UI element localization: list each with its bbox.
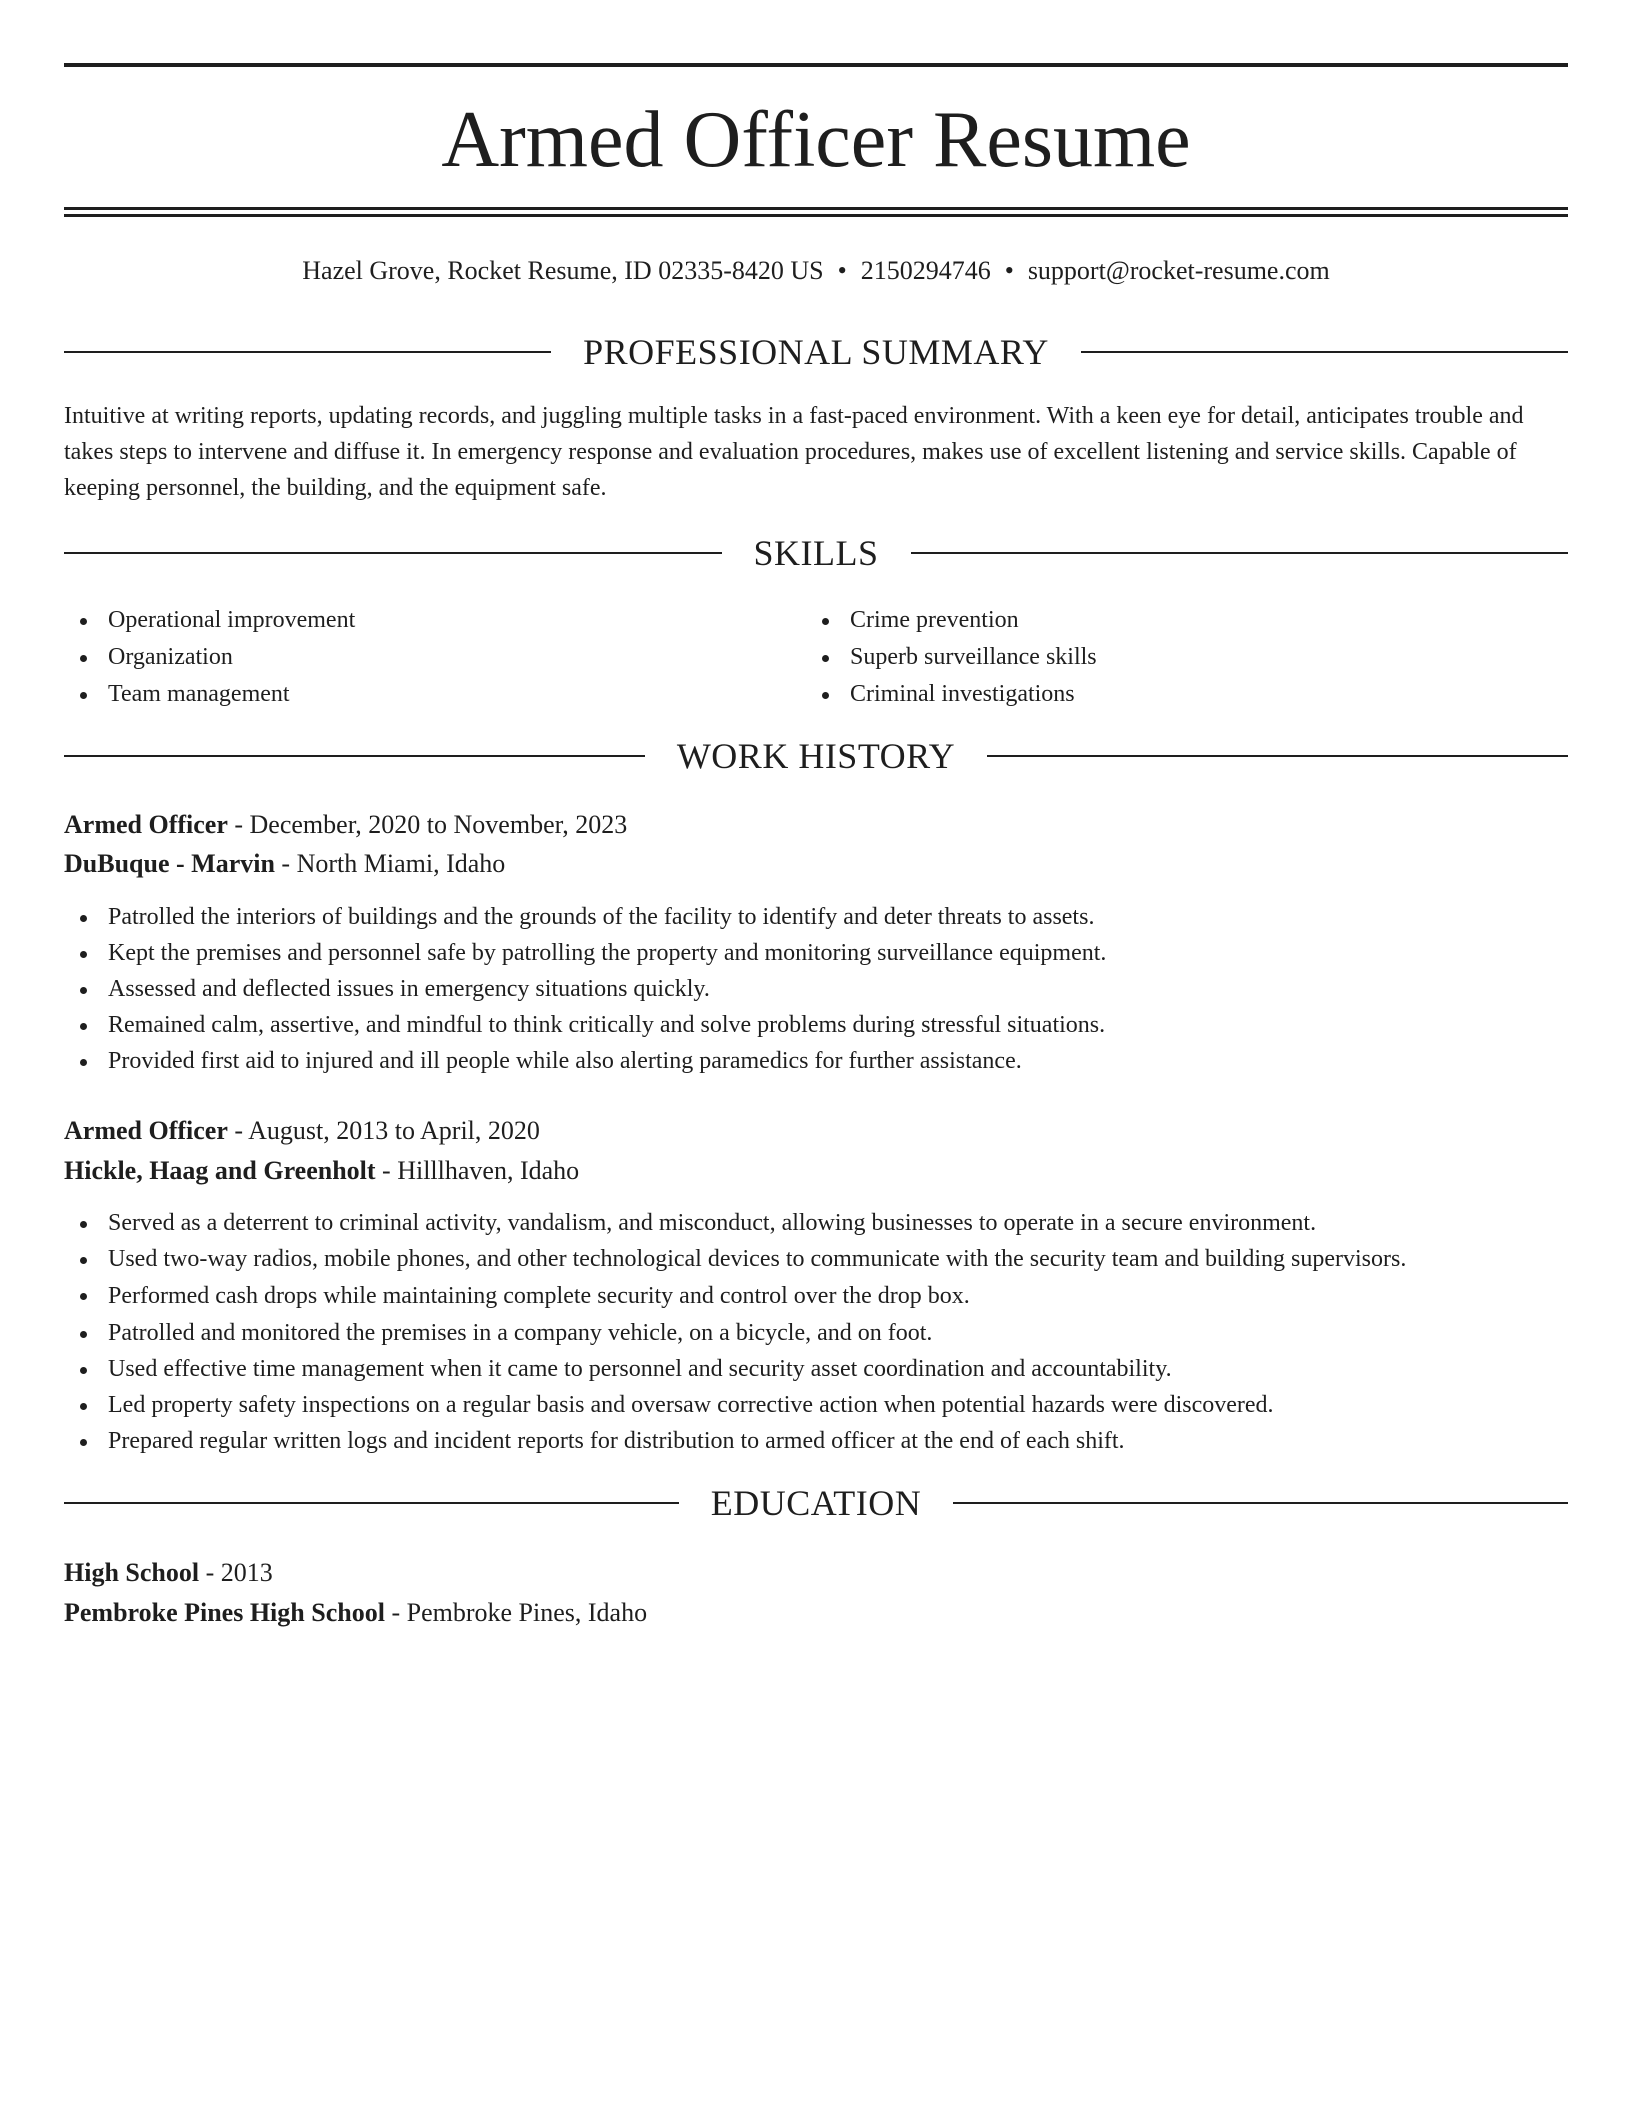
job-company: Hickle, Haag and Greenholt [64, 1156, 376, 1185]
page-title: Armed Officer Resume [441, 96, 1191, 184]
contact-email: support@rocket-resume.com [1027, 256, 1330, 285]
section-title: WORK HISTORY [676, 736, 956, 776]
duty-item: Assessed and deflected issues in emergency situations quickly. [64, 971, 1568, 1007]
skill-item: Team management [64, 676, 804, 713]
duty-item: Performed cash drops while maintaining complete security and control over the drop box. [64, 1277, 1568, 1315]
job-company-line: Hickle, Haag and Greenholt - Hilllhaven, Idaho [64, 1156, 580, 1185]
bullet-icon [822, 692, 829, 699]
heading-rule [1081, 351, 1568, 353]
job-duties [64, 899, 1568, 1079]
heading-rule [911, 552, 1569, 554]
job-dates: December, 2020 to November, 2023 [249, 810, 628, 839]
education-degree-line: High School - 2013 [64, 1558, 273, 1587]
bullet-icon [80, 1023, 87, 1030]
bullet-icon [80, 951, 87, 958]
skill-item: Organization [64, 639, 804, 676]
duty-item: Kept the premises and personnel safe by patrolling the property and monitoring surveillance equipment. [64, 935, 1568, 971]
bullet-icon [80, 655, 87, 662]
education-school: Pembroke Pines High School [64, 1598, 385, 1627]
heading-rule [64, 351, 551, 353]
bullet-icon [80, 1403, 87, 1410]
bullet-icon [80, 1331, 87, 1338]
heading-rule [953, 1502, 1568, 1504]
job-duties [64, 1205, 1568, 1459]
bullet-icon [80, 1257, 87, 1264]
job-location: North Miami, Idaho [296, 849, 506, 878]
top-rule [64, 63, 1568, 67]
bullet-icon [822, 618, 829, 625]
bullet-icon [80, 1059, 87, 1066]
bullet-icon [80, 1221, 87, 1228]
contact-phone: 2150294746 [860, 256, 991, 285]
education-year: 2013 [220, 1558, 273, 1587]
skill-item: Criminal investigations [806, 676, 1546, 713]
duty-item: Used effective time management when it came to personnel and security asset coordination and accountability. [64, 1351, 1568, 1387]
duty-item: Used two-way radios, mobile phones, and other technological devices to communicate with the security team and building supervisors. [64, 1241, 1568, 1277]
bullet-icon [80, 987, 87, 994]
bullet-icon [80, 692, 87, 699]
section-title: PROFESSIONAL SUMMARY [583, 332, 1049, 372]
job-title: Armed Officer [64, 810, 228, 839]
contact-address: Hazel Grove, Rocket Resume, ID 02335-8420 US [302, 256, 824, 285]
contact-separator: • [837, 256, 847, 285]
title-rule-lower [64, 214, 1568, 217]
bullet-icon [80, 915, 87, 922]
bullet-icon [822, 655, 829, 662]
section-heading-work-history [64, 736, 1568, 776]
duty-item: Remained calm, assertive, and mindful to think critically and solve problems during stressful situations. [64, 1007, 1568, 1043]
job-title-line: Armed Officer - August, 2013 to April, 2020 [64, 1116, 540, 1145]
section-heading-education [64, 1483, 1568, 1523]
heading-rule [64, 755, 645, 757]
duty-item: Patrolled and monitored the premises in a company vehicle, on a bicycle, and on foot. [64, 1315, 1568, 1351]
duty-item: Patrolled the interiors of buildings and the grounds of the facility to identify and deter threats to assets. [64, 899, 1568, 935]
duty-item: Prepared regular written logs and incident reports for distribution to armed officer at the end of each shift. [64, 1423, 1568, 1459]
title-rule-upper [64, 207, 1568, 210]
heading-rule [64, 552, 722, 554]
job-title: Armed Officer [64, 1116, 228, 1145]
bullet-icon [80, 1439, 87, 1446]
duty-item: Provided first aid to injured and ill people while also alerting paramedics for further assistance. [64, 1043, 1568, 1079]
education-school-line: Pembroke Pines High School - Pembroke Pines, Idaho [64, 1598, 648, 1627]
duty-item: Led property safety inspections on a regular basis and oversaw corrective action when potential hazards were discovered. [64, 1387, 1568, 1423]
bullet-icon [80, 618, 87, 625]
section-heading-skills [64, 533, 1568, 573]
skills-column-left [64, 602, 804, 713]
contact-line [64, 254, 1568, 288]
summary-text: Intuitive at writing reports, updating records, and juggling multiple tasks in a fast-paced environment. With a keen eye for detail, anticipates trouble and takes steps to intervene and diffuse it. In emergency response and evaluation procedures, makes use of excellent listening and service skills. Capable of keeping personnel, the building, and the equipment safe. [64, 403, 1524, 501]
job-company-line: DuBuque - Marvin - North Miami, Idaho [64, 849, 506, 878]
heading-rule [987, 755, 1568, 757]
duty-item: Served as a deterrent to criminal activity, vandalism, and misconduct, allowing businesses to operate in a secure environment. [64, 1205, 1568, 1241]
section-title: SKILLS [753, 533, 879, 573]
bullet-icon [80, 1293, 87, 1300]
job-location: Hilllhaven, Idaho [397, 1156, 580, 1185]
contact-separator: • [1004, 256, 1014, 285]
skill-item: Crime prevention [806, 602, 1546, 639]
job-company: DuBuque - Marvin [64, 849, 275, 878]
skill-item: Superb surveillance skills [806, 639, 1546, 676]
bullet-icon [80, 1367, 87, 1374]
education-degree: High School [64, 1558, 200, 1587]
heading-rule [64, 1502, 679, 1504]
job-dates: August, 2013 to April, 2020 [248, 1116, 540, 1145]
job-title-line: Armed Officer - December, 2020 to November, 2023 [64, 810, 628, 839]
skill-item: Operational improvement [64, 602, 804, 639]
education-location: Pembroke Pines, Idaho [406, 1598, 648, 1627]
section-heading-summary [64, 332, 1568, 372]
section-title: EDUCATION [710, 1483, 922, 1523]
skills-column-right [806, 602, 1546, 713]
